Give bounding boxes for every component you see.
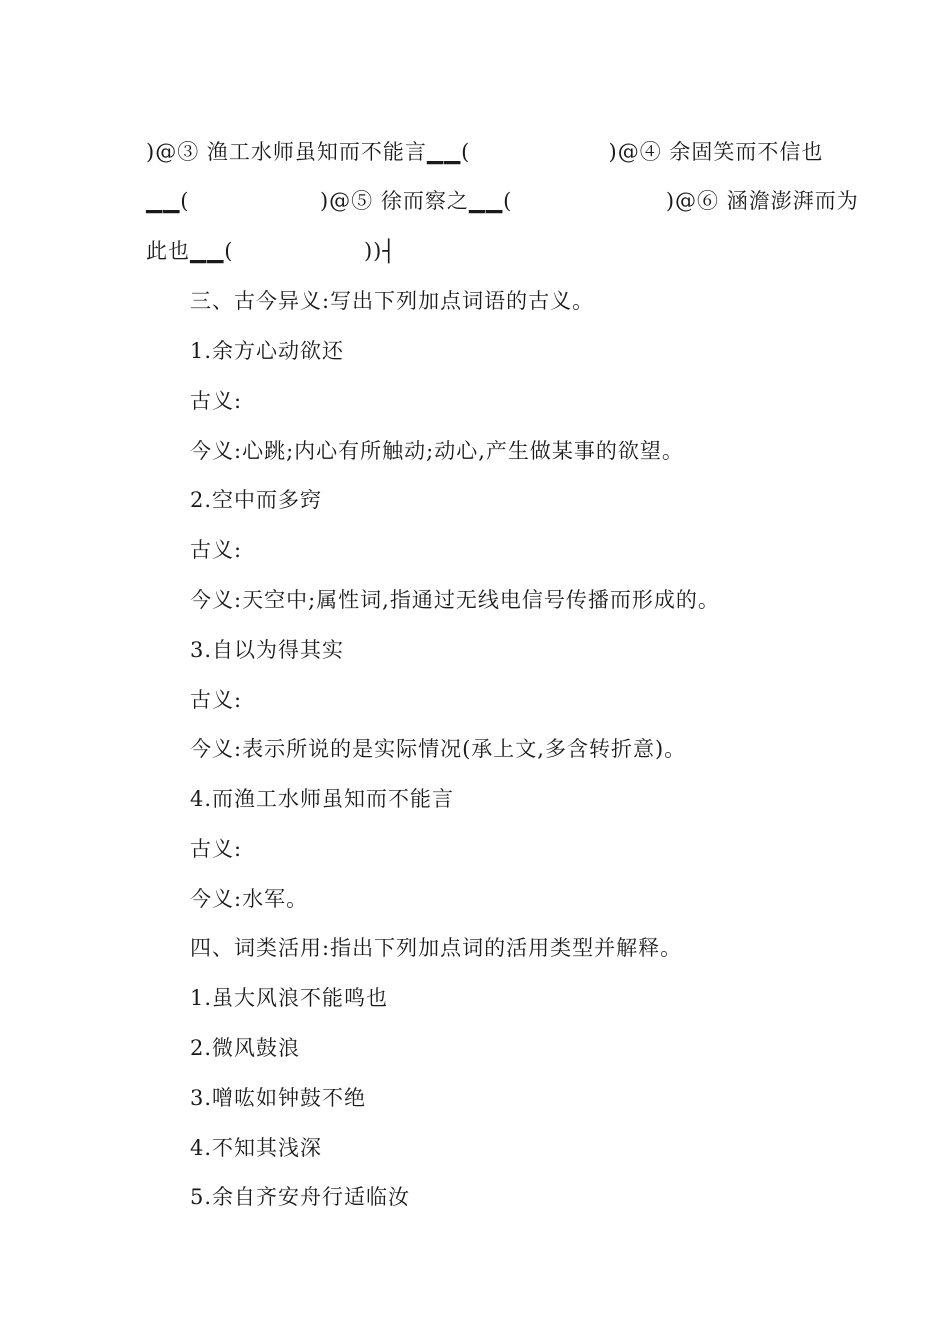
section-4-heading: 四、词类活用:指出下列加点词的活用类型并解释。: [190, 936, 683, 960]
section-3-item-1-sentence: 1.余方心动欲还: [190, 339, 345, 363]
section-4-item-2: 2.微风鼓浪: [190, 1036, 301, 1060]
section-3-item-2-ancient: 古义:: [190, 538, 243, 562]
fill-in-line-2: ▁▁( )@⑤ 徐而察之▁▁( )@⑥ 涵澹澎湃而为: [146, 189, 859, 213]
fill-in-line-1: )@③ 渔工水师虽知而不能言▁▁( )@④ 余固笑而不信也: [146, 140, 824, 164]
section-3-item-3-ancient: 古义:: [190, 688, 243, 712]
section-4-item-3: 3.噌吰如钟鼓不绝: [190, 1086, 367, 1110]
section-3-item-2-modern: 今义:天空中;属性词,指通过无线电信号传播而形成的。: [190, 588, 720, 612]
section-3-item-4-sentence: 4.而渔工水师虽知而不能言: [190, 787, 455, 811]
section-3-item-3-modern: 今义:表示所说的是实际情况(承上文,多含转折意)。: [190, 737, 687, 761]
section-4-item-5: 5.余自齐安舟行适临汝: [190, 1185, 411, 1209]
section-3-heading: 三、古今异义:写出下列加点词语的古义。: [190, 289, 595, 313]
section-3-item-2-sentence: 2.空中而多窍: [190, 488, 323, 512]
section-3-item-4-modern: 今义:水军。: [190, 887, 309, 911]
section-4-item-1: 1.虽大风浪不能鸣也: [190, 986, 389, 1010]
section-4-item-4: 4.不知其浅深: [190, 1136, 323, 1160]
section-3-item-3-sentence: 3.自以为得其实: [190, 638, 345, 662]
section-3-item-1-modern: 今义:心跳;内心有所触动;动心,产生做某事的欲望。: [190, 439, 684, 463]
section-3-item-1-ancient: 古义:: [190, 389, 243, 413]
fill-in-line-3: 此也▁▁( ))┤: [146, 239, 397, 263]
section-3-item-4-ancient: 古义:: [190, 837, 243, 861]
